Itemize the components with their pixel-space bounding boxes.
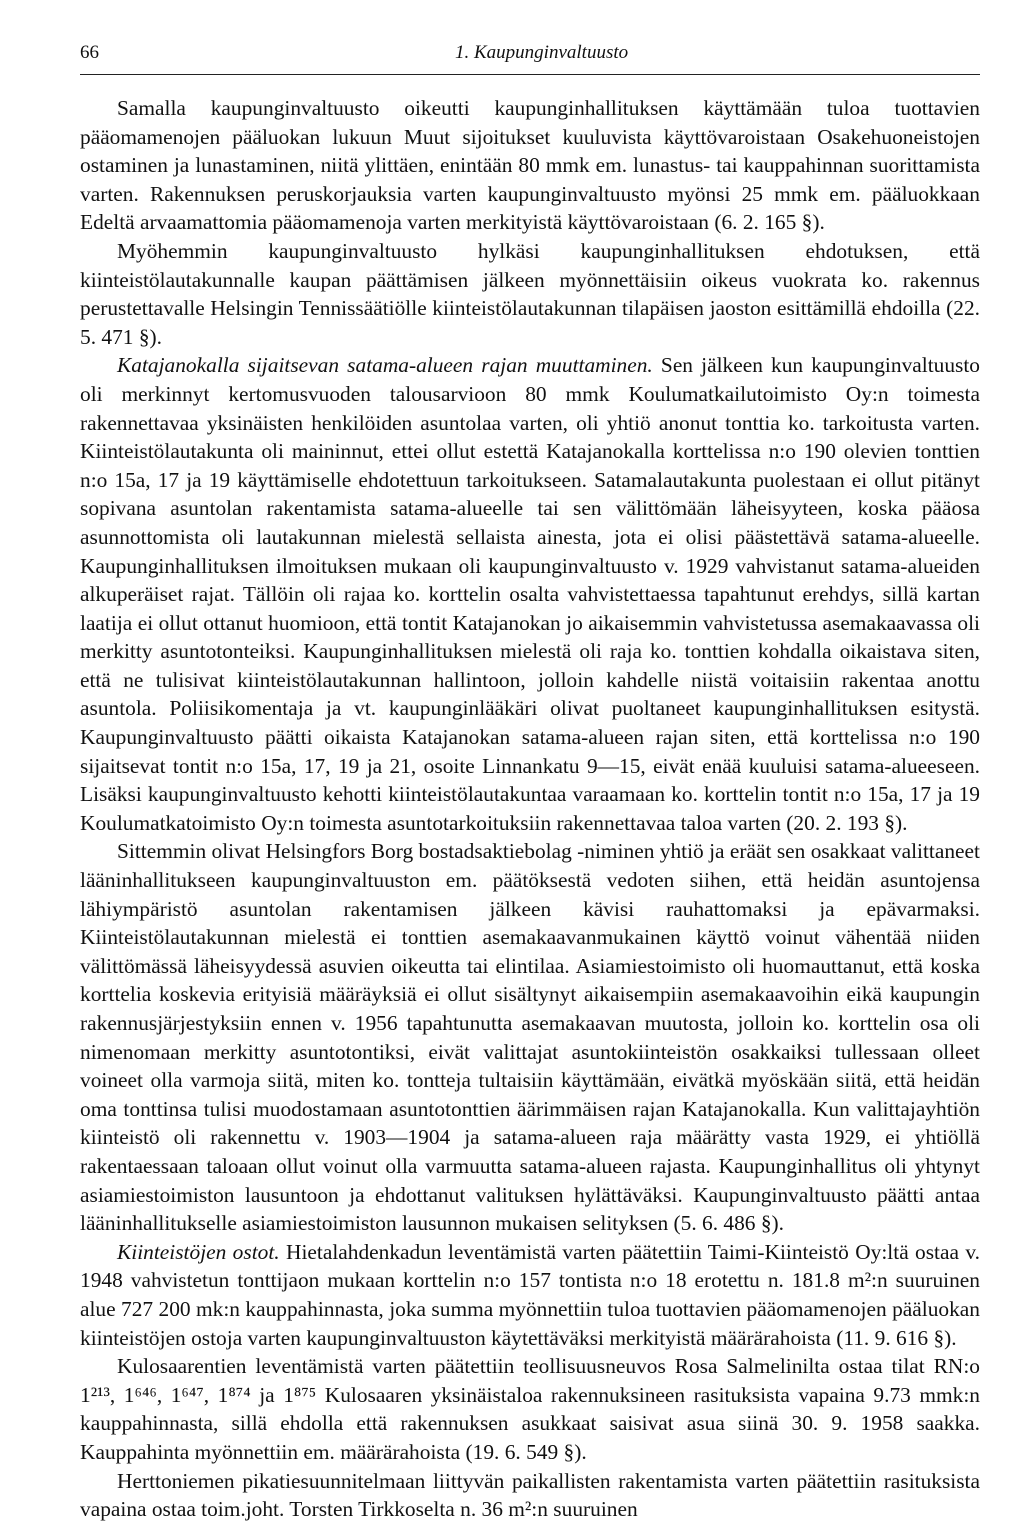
paragraph-text: Sittemmin olivat Helsingfors Borg bostadsaktiebolag -niminen yhtiö ja eräät sen osakkaat valittaneet lääninhallitukseen kaupunginvaltuuston em. päätöksestä vedoten siihen, että heidän asuntojensa lähiympäristö asuntolan rakentamisen jälkeen kävisi rauhattomaksi ja epävarmaksi. Kiinteistölautakunnan mielestä ei tonttien asemakaavanmukainen käyttö voinut vähentää niiden välittömässä läheisyydessä asuvien oikeutta tai elintilaa. Asiamiestoimisto oli huomauttanut, että koska korttelia koskevia erityisiä määräyksiä ei ollut sisältynyt aikaisempiin asemakaavoihin eikä kaupungin rakennusjärjestyksiin ennen v. 1956 tapahtunutta asemakaavan muutosta, jolloin ko. korttelin osa oli nimenomaan merkitty asuntotontiksi, eivät valittajat asuntokiinteistön osakkaiksi tullessaan olleet voineet olla varmoja siitä, miten ko. tontteja tultaisiin käyttämään, eivätkä myöskään siitä, että heidän oma tonttinsa tulisi muodostamaan asuntotonttien äärimmäisen rajan Katajanokalla. Kun valittajayhtiön kiinteistö oli rakennettu v. 1903—1904 ja satama-alueen raja määrätty vasta 1929, ei yhtiöllä rakentaessaan taloaan ollut voinut olla varmuutta satama-alueen rajasta. Kaupunginhallitus oli yhtynyt asiamiestoimiston lausuntoon ja ehdottanut valituksen hylättäväksi. Kaupunginvaltuusto päätti antaa lääninhallitukselle asiamiestoimiston lausunnon mukaisen selityksen (5. 6. 486 §).	[80, 839, 980, 1236]
paragraph-text: Hietalahdenkadun leventämistä varten päätettiin Taimi-Kiinteistö Oy:ltä ostaa v. 1948 vahvistetun tonttijaon mukaan korttelin n:o 157 tontista n:o 18 erotettu n. 181.8 m²:n suuruinen alue 727 200 mk:n kauppahinnasta, joka summa myönnettiin tuloa tuottavien pääomamenojen pääluokan kiinteistöjen ostoja varten kaupunginvaltuuston käytettäväksi merkityistä määrärahoista (11. 9. 616 §).	[80, 1239, 980, 1350]
paragraph-3	[80, 351, 980, 837]
document-page	[80, 38, 980, 1522]
paragraph-4	[80, 837, 980, 1237]
paragraph-text: Kulosaarentien leventämistä varten päätettiin teollisuusneuvos Rosa Salmelinilta ostaa tilat RN:o 1²¹³, 1⁶⁴⁶, 1⁶⁴⁷, 1⁸⁷⁴ ja 1⁸⁷⁵ Kulosaaren yksinäistaloa rakennuksineen rasituksista vapaina 9.73 mmk:n kauppahinnasta, sillä ehdolla että rakennuksen asukkaat saisivat asua siinä 30. 9. 1958 saakka. Kauppahinta myönnettiin em. määrärahoista (19. 6. 549 §).	[80, 1354, 980, 1464]
paragraph-5	[80, 1238, 980, 1352]
paragraph-text: Samalla kaupunginvaltuusto oikeutti kaupunginhallituksen käyttämään tuloa tuottavien pääomamenojen pääluokan lukuun Muut sijoitukset kuuluvista käyttövaroistaan Osakehuoneistojen ostaminen ja lunastaminen, niitä ylittäen, enintään 80 mmk em. lunastus- tai kauppahinnan suorittamista varten. Rakennuksen peruskorjauksia varten kaupunginvaltuusto myönsi 25 mmk em. pääluokkaan Edeltä arvaamattomia pääomamenoja varten merkityistä käyttövaroistaan (6. 2. 165 §).	[80, 96, 980, 235]
paragraph-text: Myöhemmin kaupunginvaltuusto hylkäsi kaupunginhallituksen ehdotuksen, että kiinteistölautakunnalle kaupan päättämisen jälkeen myönnettäisiin oikeus vuokrata ko. rakennus perustettavalle Helsingin Tennissäätiölle kiinteistölautakunnan tilapäisen jaoston esittämillä ehdoilla (22. 5. 471 §).	[80, 238, 980, 349]
running-title: 1. Kaupunginvaltuusto	[455, 42, 629, 63]
paragraph-7	[80, 1467, 980, 1524]
paragraph-1	[80, 94, 980, 237]
paragraph-2	[80, 237, 980, 351]
header-rule	[80, 74, 980, 75]
paragraph-lead: Katajanokalla sijaitsevan satama-alueen rajan muuttaminen.	[117, 353, 653, 378]
paragraph-text: Herttoniemen pikatiesuunnitelmaan liittyvän paikallisten rakentamista varten päätettiin rasituksista vapaina ostaa toim.joht. Torsten Tirkkoselta n. 36 m²:n suuruinen	[80, 1468, 980, 1522]
page-number: 66	[80, 42, 99, 63]
paragraph-text: Sen jälkeen kun kaupunginvaltuusto oli merkinnyt kertomusvuoden talousarvioon 80 mmk Koulumatkailutoimisto Oy:n toimesta rakennettavaa yksinäisten henkilöiden asuntolaa varten, oli yhtiö anonut tonttia ko. tarkoitusta varten. Kiinteistölautakunta oli maininnut, ettei ollut estettä Katajanokalla korttelissa n:o 190 olevien tonttien n:o 15a, 17 ja 19 käyttämiselle ehdotettuun tarkoitukseen. Satamalautakunta puolestaan ei ollut pitänyt sopivana asuntolan rakentamista satama-alueelle tai sen välittömään läheisyyteen, koska pääosa asunnottomista oli lautakunnan mielestä sellaista ainesta, jota ei olisi päästettävä satama-alueelle. Kaupunginhallituksen ilmoituksen mukaan oli kaupunginvaltuusto v. 1929 vahvistanut satama-alueiden alkuperäiset rajat. Tällöin oli rajaa ko. korttelin osalta vahvistettaessa tapahtunut erehdys, sillä kartan laatija ei ollut ottanut huomioon, että tontit Katajanokan jo aikaisemmin vahvistetussa asemakaavassa oli merkitty asuntotonteiksi. Kaupunginhallituksen mielestä oli raja ko. tonttien kohdalla oikaistava siten, että ne tulisivat kiinteistölautakunnan hallintoon, jolloin kahdelle niistä voitaisiin rakentaa anottu asuntola. Poliisikomentaja ja vt. kaupunginlääkäri olivat puoltaneet kaupunginhallituksen esitystä. Kaupunginvaltuusto päätti oikaista Katajanokan satama-alueen rajan siten, että korttelissa n:o 190 sijaitsevat tontit n:o 15a, 17, 19 ja 21, osoite Linnankatu 9—15, eivät enää kuuluisi satama-alueeseen. Lisäksi kaupunginvaltuusto kehotti kiinteistölautakuntaa varaamaan ko. korttelin tontit n:o 15a, 17 ja 19 Koulumatkatoimisto Oy:n toimesta asuntotarkoituksiin rakennettavaa taloa varten (20. 2. 193 §).	[80, 353, 980, 835]
paragraph-6	[80, 1352, 980, 1466]
body-text	[80, 94, 980, 1524]
page-header	[80, 38, 980, 72]
paragraph-lead: Kiinteistöjen ostot.	[117, 1239, 280, 1264]
